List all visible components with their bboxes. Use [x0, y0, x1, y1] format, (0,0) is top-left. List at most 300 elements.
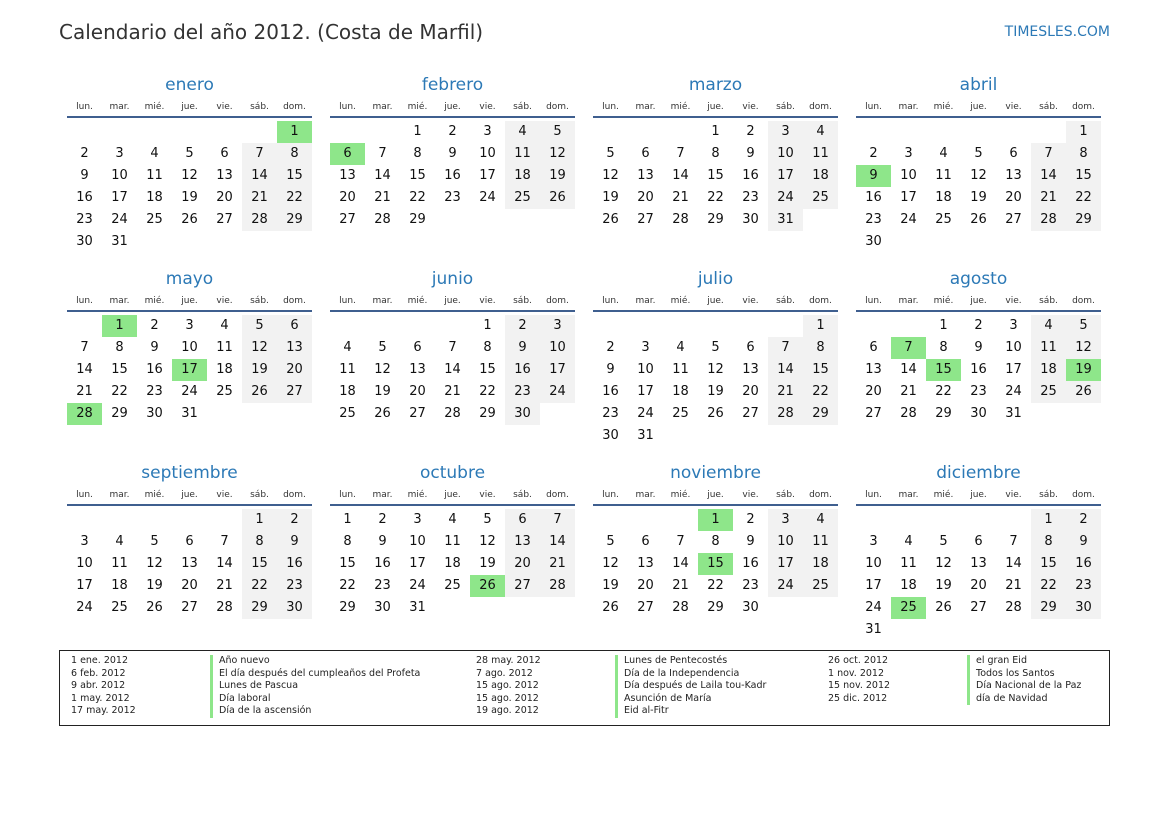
holiday-day: 15 — [698, 553, 733, 575]
day-cell: 15 — [707, 168, 724, 183]
day-cell: 5 — [540, 121, 575, 143]
day-cell: 30 — [602, 428, 619, 443]
weekday-label: dom. — [546, 296, 569, 306]
day-cell: 27 — [637, 600, 654, 615]
day-cell: 10 — [768, 531, 803, 553]
day-cell: 31 — [865, 622, 882, 637]
empty-cell — [67, 315, 102, 337]
day-cell: 18 — [444, 556, 461, 571]
holiday-name: Día Nacional de la Paz — [967, 680, 1081, 693]
day-cell: 8 — [1031, 531, 1066, 553]
day-cell: 24 — [637, 406, 654, 421]
day-cell: 29 — [409, 212, 426, 227]
day-cell: 27 — [970, 600, 987, 615]
holiday-name: Asunción de María — [615, 693, 712, 706]
day-cell: 14 — [900, 362, 917, 377]
weekday-label: dom. — [546, 490, 569, 500]
empty-cell — [856, 121, 891, 143]
empty-cell — [663, 509, 698, 531]
weekday-label: dom. — [1072, 490, 1095, 500]
day-cell: 17 — [540, 359, 575, 381]
empty-cell — [698, 315, 733, 337]
day-cell: 25 — [803, 187, 838, 209]
weekday-label: sáb. — [1039, 296, 1058, 306]
weekday-label: mié. — [144, 296, 165, 306]
day-cell: 8 — [711, 146, 720, 161]
day-cell: 21 — [444, 384, 461, 399]
empty-cell — [961, 509, 996, 531]
holiday-day: 19 — [1066, 359, 1101, 381]
day-cell: 22 — [803, 381, 838, 403]
day-cell: 25 — [111, 600, 128, 615]
day-cell: 11 — [803, 531, 838, 553]
empty-cell — [242, 121, 277, 143]
day-cell: 25 — [672, 406, 689, 421]
day-cell: 22 — [707, 190, 724, 205]
day-cell: 11 — [672, 362, 689, 377]
empty-cell — [961, 121, 996, 143]
weekday-label: lun. — [339, 490, 356, 500]
day-cell: 31 — [409, 600, 426, 615]
holiday-day: 1 — [102, 315, 137, 337]
empty-cell — [137, 121, 172, 143]
day-cell: 12 — [707, 362, 724, 377]
day-cell: 24 — [540, 381, 575, 403]
day-cell: 29 — [707, 600, 724, 615]
day-cell: 15 — [1031, 553, 1066, 575]
holiday-date: 28 may. 2012 — [476, 655, 541, 666]
holiday-day: 25 — [891, 597, 926, 619]
weekday-header — [67, 99, 312, 118]
weekday-label: mar. — [372, 296, 393, 306]
day-cell: 15 — [111, 362, 128, 377]
day-cell: 27 — [409, 406, 426, 421]
weekday-label: dom. — [809, 490, 832, 500]
day-cell: 18 — [339, 384, 356, 399]
day-cell: 1 — [483, 318, 492, 333]
weekday-header — [856, 487, 1101, 506]
day-cell: 28 — [900, 406, 917, 421]
day-cell: 12 — [602, 168, 619, 183]
weekday-label: sáb. — [250, 490, 269, 500]
day-cell: 18 — [111, 578, 128, 593]
day-cell: 27 — [637, 212, 654, 227]
day-cell: 26 — [970, 212, 987, 227]
day-cell: 10 — [900, 168, 917, 183]
weekday-label: vie. — [1005, 102, 1022, 112]
day-cell: 9 — [505, 337, 540, 359]
day-grid — [593, 509, 838, 619]
weekday-label: mar. — [109, 102, 130, 112]
day-cell: 8 — [1066, 143, 1101, 165]
day-cell: 11 — [935, 168, 952, 183]
holiday-date: 15 ago. 2012 — [476, 692, 539, 704]
holiday-date: 9 abr. 2012 — [71, 680, 126, 691]
months-grid — [67, 73, 1101, 647]
day-cell: 22 — [277, 187, 312, 209]
weekday-header — [330, 487, 575, 506]
day-cell: 29 — [242, 597, 277, 619]
day-cell: 21 — [540, 553, 575, 575]
day-cell: 30 — [865, 234, 882, 249]
empty-cell — [102, 121, 137, 143]
day-cell: 28 — [672, 600, 689, 615]
day-cell: 11 — [339, 362, 356, 377]
holiday-name: Lunes de Pascua — [210, 680, 298, 693]
day-cell: 13 — [277, 337, 312, 359]
day-cell: 2 — [974, 318, 983, 333]
holiday-name: Día laboral — [210, 693, 270, 706]
day-cell: 18 — [216, 362, 233, 377]
month-marzo — [593, 73, 838, 259]
day-cell: 19 — [970, 190, 987, 205]
month-agosto — [856, 267, 1101, 453]
month-julio — [593, 267, 838, 453]
day-cell: 20 — [339, 190, 356, 205]
day-cell: 2 — [448, 124, 457, 139]
day-cell: 8 — [483, 340, 492, 355]
day-cell: 21 — [672, 578, 689, 593]
day-cell: 24 — [409, 578, 426, 593]
empty-cell — [628, 509, 663, 531]
weekday-label: jue. — [444, 490, 461, 500]
day-cell: 29 — [803, 403, 838, 425]
day-cell: 28 — [444, 406, 461, 421]
holiday-day: 6 — [330, 143, 365, 165]
weekday-label: mar. — [635, 490, 656, 500]
empty-cell — [628, 315, 663, 337]
day-cell: 8 — [242, 531, 277, 553]
holiday-name: día de Navidad — [967, 693, 1047, 706]
day-cell: 2 — [378, 512, 387, 527]
day-cell: 6 — [413, 340, 422, 355]
day-cell: 16 — [1066, 553, 1101, 575]
holiday-date: 7 ago. 2012 — [476, 667, 533, 679]
day-cell: 14 — [444, 362, 461, 377]
day-cell: 11 — [803, 143, 838, 165]
weekday-label: mar. — [109, 490, 130, 500]
month-diciembre — [856, 461, 1101, 647]
holiday-name: Día después de Laila tou-Kadr — [615, 680, 766, 693]
day-cell: 7 — [242, 143, 277, 165]
day-cell: 14 — [374, 168, 391, 183]
weekday-label: jue. — [707, 296, 724, 306]
day-cell: 5 — [378, 340, 387, 355]
day-cell: 16 — [602, 384, 619, 399]
day-cell: 7 — [768, 337, 803, 359]
day-cell: 24 — [479, 190, 496, 205]
month-title: agosto — [949, 269, 1008, 289]
day-grid — [593, 315, 838, 447]
day-cell: 23 — [444, 190, 461, 205]
empty-cell — [926, 121, 961, 143]
day-cell: 30 — [374, 600, 391, 615]
day-cell: 6 — [641, 534, 650, 549]
day-cell: 3 — [869, 534, 878, 549]
day-cell: 31 — [181, 406, 198, 421]
day-cell: 22 — [1031, 575, 1066, 597]
day-cell: 22 — [935, 384, 952, 399]
day-cell: 26 — [242, 381, 277, 403]
month-title: marzo — [688, 75, 743, 95]
day-cell: 24 — [865, 600, 882, 615]
day-cell: 16 — [374, 556, 391, 571]
day-cell: 30 — [277, 597, 312, 619]
day-cell: 18 — [505, 165, 540, 187]
weekday-header — [856, 293, 1101, 312]
weekday-label: lun. — [865, 102, 882, 112]
day-cell: 25 — [505, 187, 540, 209]
day-cell: 17 — [76, 578, 93, 593]
day-cell: 26 — [935, 600, 952, 615]
day-cell: 5 — [606, 534, 615, 549]
day-cell: 5 — [606, 146, 615, 161]
page-title: Calendario del año 2012. (Costa de Marfil) — [59, 20, 484, 44]
day-cell: 23 — [742, 578, 759, 593]
day-cell: 11 — [146, 168, 163, 183]
day-cell: 28 — [540, 575, 575, 597]
day-cell: 17 — [1005, 362, 1022, 377]
day-cell: 8 — [803, 337, 838, 359]
day-cell: 13 — [742, 362, 759, 377]
day-cell: 11 — [900, 556, 917, 571]
day-cell: 20 — [1005, 190, 1022, 205]
day-cell: 30 — [742, 212, 759, 227]
day-cell: 28 — [768, 403, 803, 425]
day-cell: 27 — [181, 600, 198, 615]
empty-cell — [891, 121, 926, 143]
month-title: mayo — [165, 269, 214, 289]
weekday-label: vie. — [216, 490, 233, 500]
weekday-label: lun. — [865, 296, 882, 306]
day-cell: 26 — [602, 600, 619, 615]
holiday-date: 26 oct. 2012 — [828, 655, 889, 666]
day-cell: 17 — [479, 168, 496, 183]
day-cell: 10 — [768, 143, 803, 165]
day-cell: 3 — [641, 340, 650, 355]
day-cell: 8 — [413, 146, 422, 161]
day-cell: 28 — [374, 212, 391, 227]
holiday-day: 28 — [67, 403, 102, 425]
empty-cell — [891, 315, 926, 337]
day-cell: 24 — [900, 212, 917, 227]
day-cell: 6 — [220, 146, 229, 161]
empty-cell — [733, 315, 768, 337]
day-cell: 4 — [448, 512, 457, 527]
day-cell: 19 — [479, 556, 496, 571]
day-cell: 9 — [150, 340, 159, 355]
weekday-label: lun. — [602, 102, 619, 112]
weekday-label: dom. — [1072, 296, 1095, 306]
holiday-name: Lunes de Pentecostés — [615, 655, 727, 668]
day-cell: 14 — [1005, 556, 1022, 571]
weekday-label: jue. — [181, 296, 198, 306]
day-cell: 2 — [606, 340, 615, 355]
day-cell: 31 — [768, 209, 803, 231]
day-cell: 26 — [707, 406, 724, 421]
empty-cell — [856, 315, 891, 337]
day-grid — [67, 509, 312, 619]
day-cell: 8 — [939, 340, 948, 355]
holiday-date: 15 nov. 2012 — [828, 680, 891, 691]
day-cell: 1 — [803, 315, 838, 337]
month-title: septiembre — [141, 463, 238, 483]
day-cell: 3 — [904, 146, 913, 161]
day-cell: 16 — [865, 190, 882, 205]
day-cell: 7 — [80, 340, 89, 355]
day-cell: 20 — [637, 578, 654, 593]
weekday-label: vie. — [1005, 296, 1022, 306]
day-cell: 10 — [409, 534, 426, 549]
weekday-label: mié. — [933, 490, 954, 500]
weekday-label: mar. — [635, 102, 656, 112]
weekday-label: lun. — [602, 490, 619, 500]
day-cell: 10 — [479, 146, 496, 161]
day-cell: 5 — [150, 534, 159, 549]
holiday-date: 19 ago. 2012 — [476, 705, 539, 716]
day-cell: 12 — [479, 534, 496, 549]
day-cell: 5 — [974, 146, 983, 161]
day-cell: 1 — [939, 318, 948, 333]
weekday-label: mié. — [670, 296, 691, 306]
empty-cell — [1031, 121, 1066, 143]
weekday-label: mar. — [372, 490, 393, 500]
weekday-label: dom. — [283, 296, 306, 306]
holiday-name: Eid al-Fitr — [615, 705, 669, 718]
day-cell: 10 — [76, 556, 93, 571]
day-cell: 22 — [479, 384, 496, 399]
weekday-label: mié. — [670, 102, 691, 112]
day-cell: 20 — [277, 359, 312, 381]
brand-link[interactable]: TIMESLES.COM — [1004, 24, 1110, 40]
day-cell: 19 — [242, 359, 277, 381]
day-cell: 17 — [637, 384, 654, 399]
month-title: octubre — [419, 463, 486, 483]
empty-cell — [400, 315, 435, 337]
day-cell: 6 — [974, 534, 983, 549]
day-cell: 6 — [869, 340, 878, 355]
weekday-label: lun. — [865, 490, 882, 500]
day-cell: 13 — [865, 362, 882, 377]
day-cell: 5 — [711, 340, 720, 355]
day-cell: 9 — [1066, 531, 1101, 553]
day-cell: 10 — [1005, 340, 1022, 355]
day-cell: 6 — [1009, 146, 1018, 161]
weekday-label: vie. — [479, 102, 496, 112]
day-cell: 16 — [76, 190, 93, 205]
month-abril — [856, 73, 1101, 259]
day-cell: 5 — [185, 146, 194, 161]
day-cell: 2 — [150, 318, 159, 333]
day-cell: 29 — [1066, 209, 1101, 231]
weekday-label: lun. — [76, 296, 93, 306]
day-cell: 27 — [277, 381, 312, 403]
day-cell: 30 — [742, 600, 759, 615]
weekday-label: sáb. — [250, 296, 269, 306]
day-cell: 3 — [1009, 318, 1018, 333]
empty-cell — [663, 315, 698, 337]
empty-cell — [67, 121, 102, 143]
day-cell: 22 — [1066, 187, 1101, 209]
weekday-label: dom. — [283, 102, 306, 112]
weekday-header — [67, 293, 312, 312]
day-cell: 19 — [707, 384, 724, 399]
holiday-date: 1 nov. 2012 — [828, 667, 884, 679]
day-cell: 21 — [76, 384, 93, 399]
day-cell: 4 — [115, 534, 124, 549]
empty-cell — [172, 509, 207, 531]
month-septiembre — [67, 461, 312, 647]
day-cell: 1 — [711, 124, 720, 139]
day-grid — [856, 121, 1101, 253]
weekday-label: jue. — [181, 490, 198, 500]
holiday-name: el gran Eid — [967, 655, 1027, 668]
day-cell: 27 — [505, 575, 540, 597]
weekday-label: vie. — [479, 490, 496, 500]
day-cell: 11 — [1031, 337, 1066, 359]
day-cell: 23 — [277, 575, 312, 597]
day-cell: 19 — [374, 384, 391, 399]
day-cell: 5 — [1066, 315, 1101, 337]
holiday-day: 9 — [856, 165, 891, 187]
weekday-label: mié. — [407, 490, 428, 500]
weekday-label: dom. — [546, 102, 569, 112]
holiday-name: Día de la ascensión — [210, 705, 311, 718]
weekday-label: mié. — [670, 490, 691, 500]
weekday-label: vie. — [1005, 490, 1022, 500]
day-cell: 18 — [672, 384, 689, 399]
empty-cell — [330, 121, 365, 143]
day-cell: 23 — [374, 578, 391, 593]
month-mayo — [67, 267, 312, 453]
weekday-label: jue. — [181, 102, 198, 112]
day-cell: 28 — [216, 600, 233, 615]
weekday-label: mié. — [933, 296, 954, 306]
month-title: noviembre — [670, 463, 761, 483]
day-cell: 20 — [409, 384, 426, 399]
day-cell: 9 — [448, 146, 457, 161]
weekday-label: sáb. — [776, 102, 795, 112]
day-cell: 12 — [1066, 337, 1101, 359]
weekday-label: sáb. — [776, 296, 795, 306]
holiday-date: 1 ene. 2012 — [71, 655, 128, 666]
day-cell: 6 — [277, 315, 312, 337]
day-cell: 3 — [80, 534, 89, 549]
weekday-label: mar. — [109, 296, 130, 306]
holiday-name: Todos los Santos — [967, 668, 1055, 681]
holiday-date: 15 ago. 2012 — [476, 680, 539, 691]
day-cell: 13 — [181, 556, 198, 571]
empty-cell — [996, 509, 1031, 531]
day-cell: 10 — [111, 168, 128, 183]
day-cell: 23 — [970, 384, 987, 399]
day-cell: 31 — [111, 234, 128, 249]
day-cell: 29 — [277, 209, 312, 231]
weekday-label: sáb. — [250, 102, 269, 112]
weekday-label: mar. — [372, 102, 393, 112]
day-cell: 14 — [1031, 165, 1066, 187]
day-cell: 3 — [768, 121, 803, 143]
day-cell: 30 — [970, 406, 987, 421]
day-cell: 26 — [602, 212, 619, 227]
empty-cell — [891, 509, 926, 531]
day-cell: 29 — [1031, 597, 1066, 619]
day-cell: 19 — [181, 190, 198, 205]
weekday-label: mié. — [144, 490, 165, 500]
day-cell: 1 — [1066, 121, 1101, 143]
day-cell: 16 — [970, 362, 987, 377]
day-cell: 24 — [1005, 384, 1022, 399]
